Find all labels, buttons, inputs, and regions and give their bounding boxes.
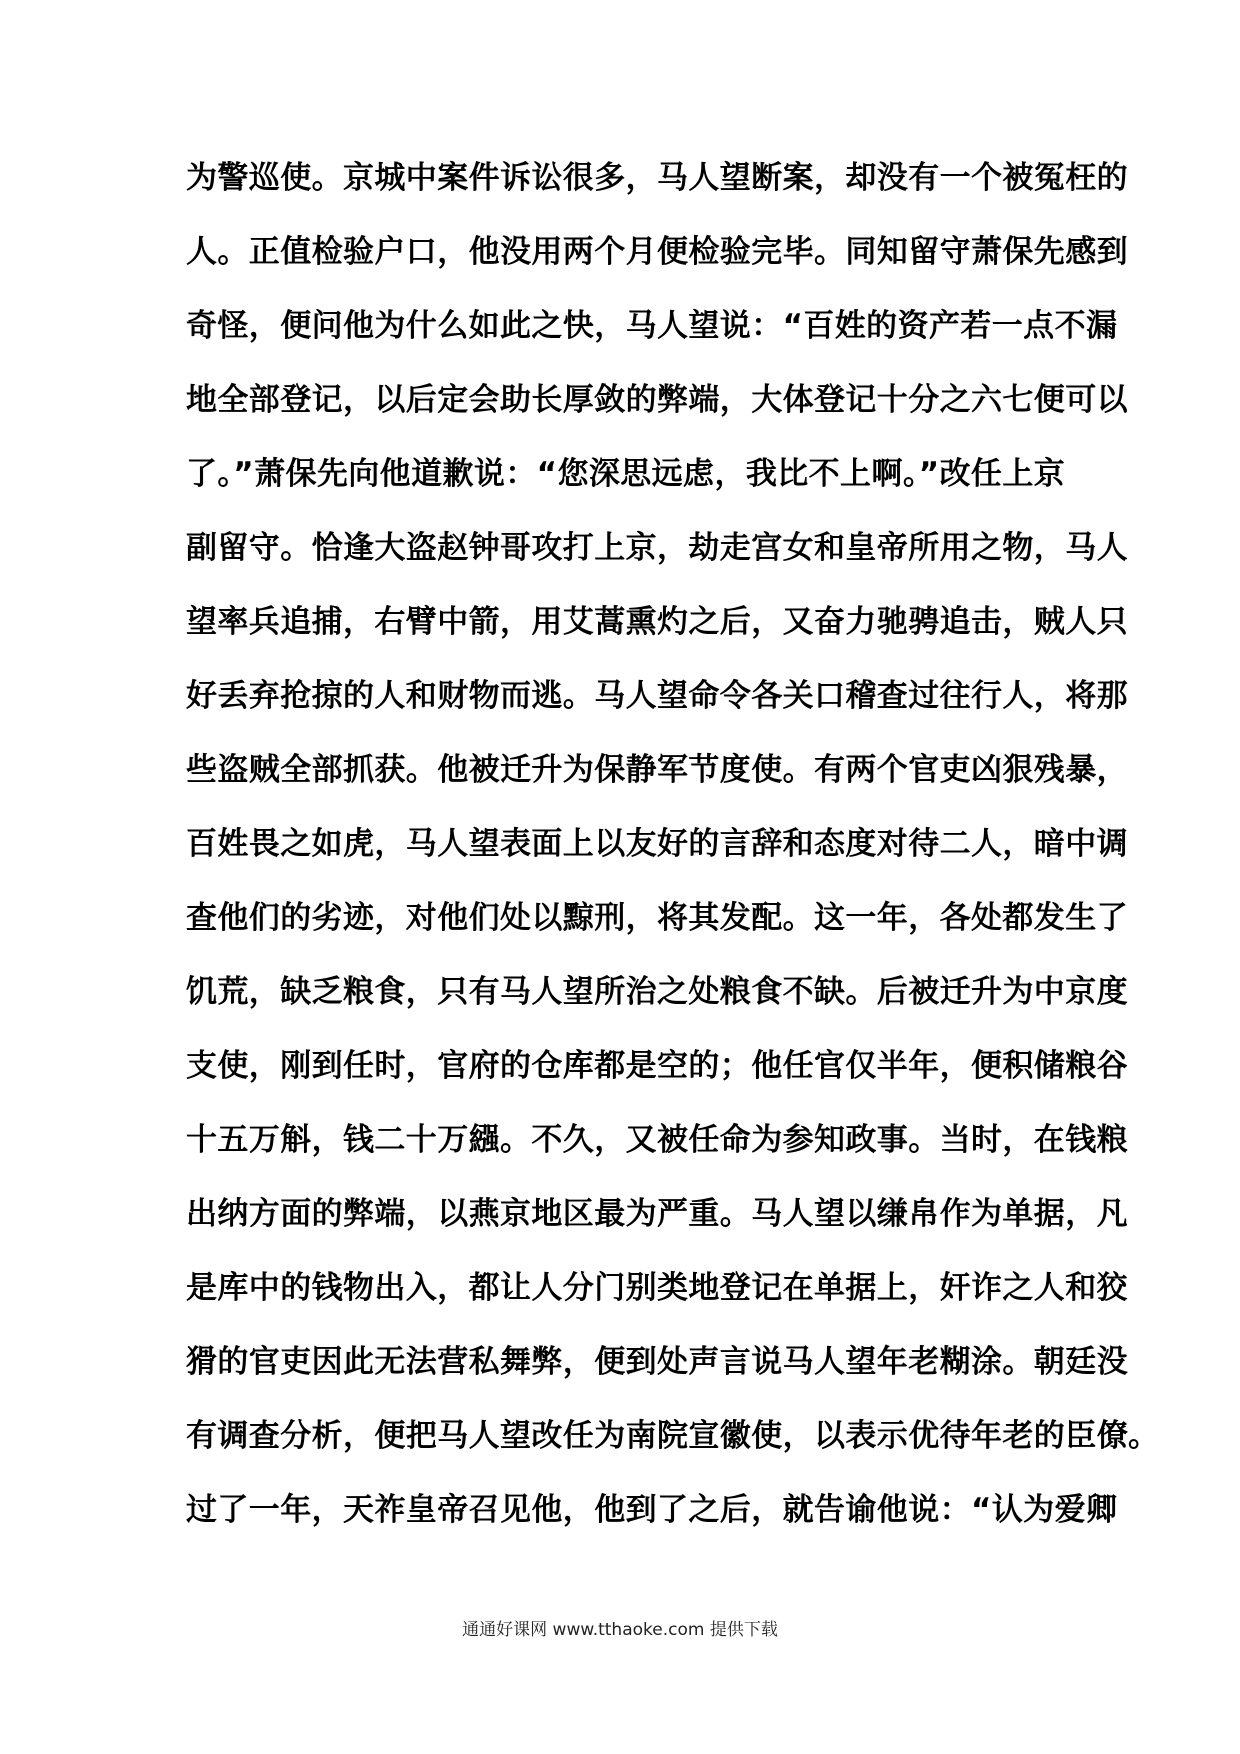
text-line: 副留守。恰逢大盗赵钟哥攻打上京，劫走宫女和皇帝所用之物，马人	[186, 530, 1128, 566]
text-line: 为警巡使。京城中案件诉讼很多，马人望断案，却没有一个被冤枉的	[186, 160, 1128, 196]
text-line: 有调查分析，便把马人望改任为南院宣徽使，以表示优待年老的臣僚。	[186, 1418, 1160, 1454]
text-line: 百姓畏之如虎，马人望表面上以友好的言辞和态度对待二人，暗中调	[186, 826, 1128, 862]
text-line: 些盗贼全部抓获。他被迁升为保静军节度使。有两个官吏凶狠残暴，	[186, 752, 1128, 788]
text-line: 奇怪，便问他为什么如此之快，马人望说：“百姓的资产若一点不漏	[186, 308, 1118, 344]
body-text	[186, 150, 1160, 1556]
text-line: 查他们的劣迹，对他们处以黥刑，将其发配。这一年，各处都发生了	[186, 900, 1128, 936]
text-line: 地全部登记，以后定会助长厚敛的弊端，大体登记十分之六七便可以	[186, 382, 1128, 418]
text-line: 望率兵追捕，右臂中箭，用艾蒿熏灼之后，又奋力驰骋追击，贼人只	[186, 604, 1128, 640]
text-line: 出纳方面的弊端，以燕京地区最为严重。马人望以缣帛作为单据，凡	[186, 1196, 1128, 1232]
text-line: 人。正值检验户口，他没用两个月便检验完毕。同知留守萧保先感到	[186, 234, 1128, 270]
text-line: 饥荒，缺乏粮食，只有马人望所治之处粮食不缺。后被迁升为中京度	[186, 974, 1128, 1010]
text-line: 过了一年，天祚皇帝召见他，他到了之后，就告谕他说：“认为爱卿	[186, 1492, 1118, 1528]
text-line: 是库中的钱物出入，都让人分门别类地登记在单据上，奸诈之人和狡	[186, 1270, 1128, 1306]
text-line: 猾的官吏因此无法营私舞弊，便到处声言说马人望年老糊涂。朝廷没	[186, 1344, 1128, 1380]
page-footer: 通通好课网 www.tthaoke.com 提供下载	[462, 1620, 778, 1640]
text-line: 十五万斛，钱二十万繦。不久，又被任命为参知政事。当时，在钱粮	[186, 1122, 1128, 1158]
text-line: 了。”萧保先向他道歉说：“您深思远虑，我比不上啊。”改任上京	[186, 456, 1066, 492]
text-line: 好丢弃抢掠的人和财物而逃。马人望命令各关口稽查过往行人，将那	[186, 678, 1128, 714]
text-line: 支使，刚到任时，官府的仓库都是空的；他任官仅半年，便积储粮谷	[186, 1048, 1128, 1084]
